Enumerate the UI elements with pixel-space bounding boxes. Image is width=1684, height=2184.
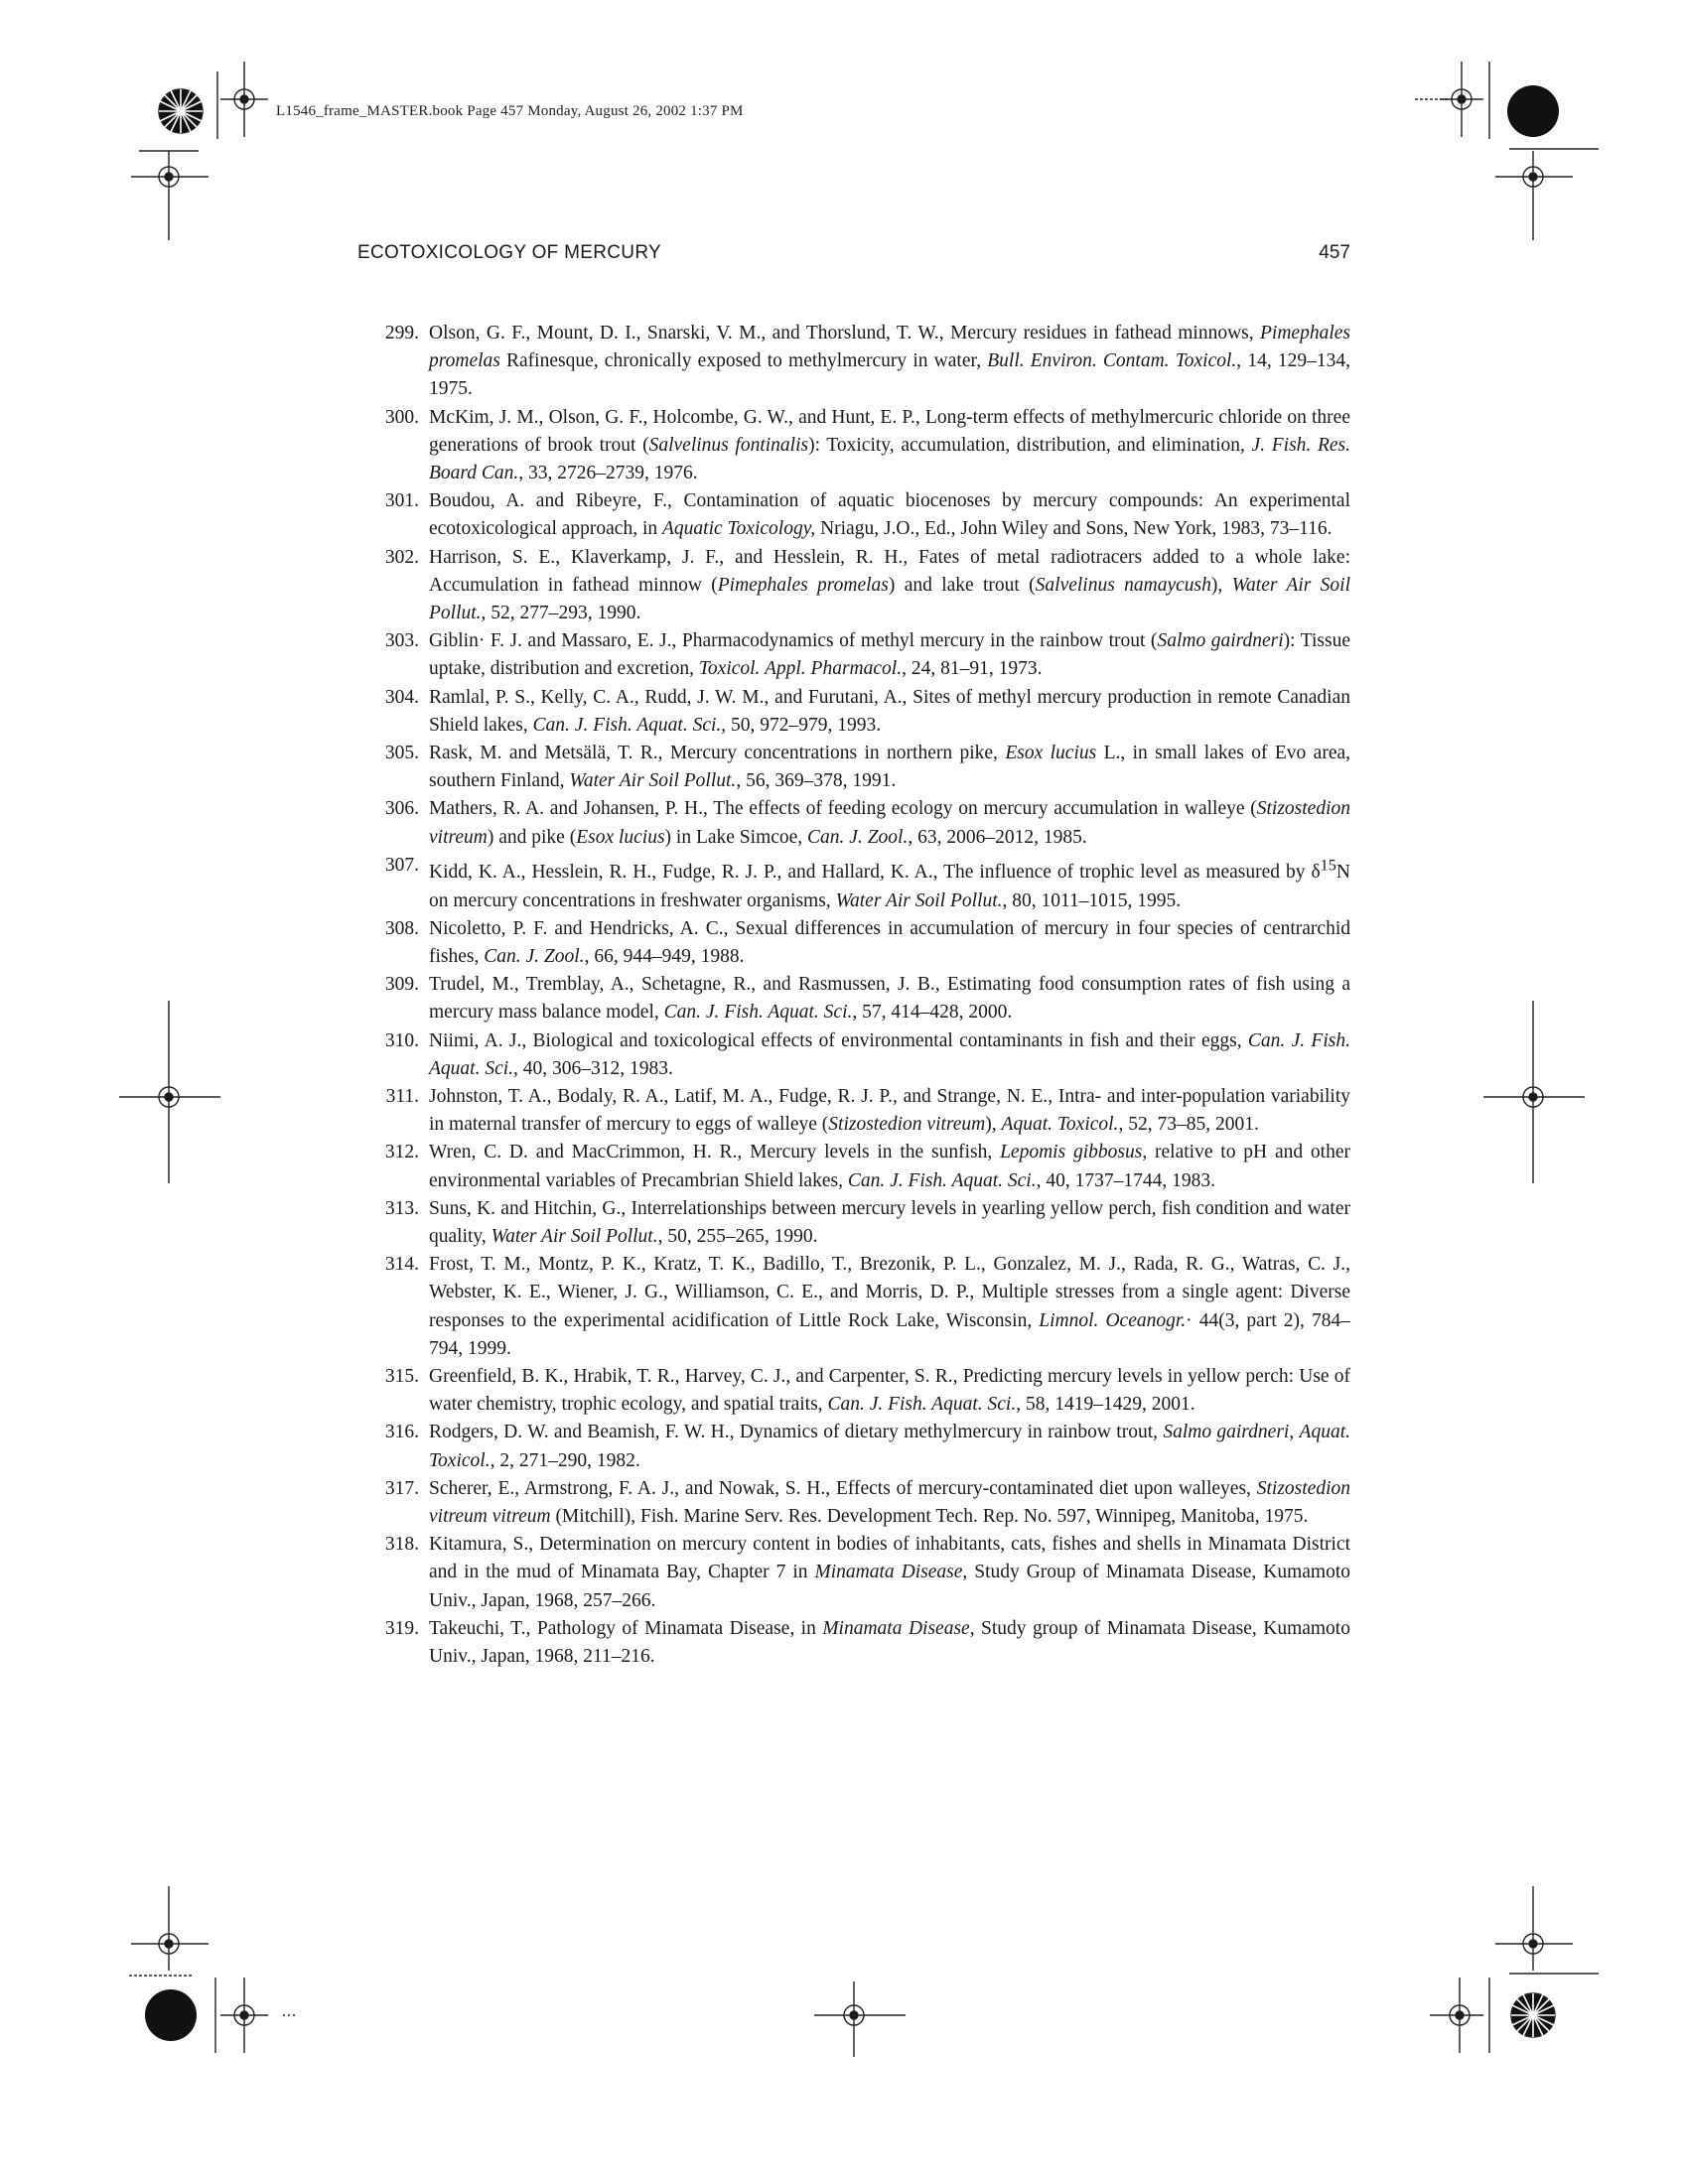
crosshair-icon (1440, 62, 1483, 137)
reference-item (357, 1139, 1350, 1194)
reference-text: Rodgers, D. W. and Beamish, F. W. H., Dynamics of dietary methylmercury in rainbow trout, Salmo gairdneri, Aquat. Toxicol., 2, 271–290, 1982. (429, 1422, 1350, 1471)
crosshair-icon (1495, 1886, 1573, 1971)
reference-item (357, 1363, 1350, 1419)
reference-item (357, 1531, 1350, 1615)
reference-text: Scherer, E., Armstrong, F. A. J., and Nowak, S. H., Effects of mercury-contaminated diet upon walleyes, Stizostedion vitreum vitreum (Mitchill), Fish. Marine Serv. Res. Development Tech. Rep. No. 597, Winnipeg, Manitoba, 1975. (429, 1477, 1350, 1528)
reference-item (357, 684, 1350, 740)
reference-number: 319. (384, 1617, 419, 1639)
reference-item (357, 1027, 1350, 1083)
reference-text: Rask, M. and Metsälä, T. R., Mercury concentrations in northern pike, Esox lucius L., in small lakes of Evo area, southern Finland, Water Air Soil Pollut., 56, 369–378, 1991. (429, 743, 1351, 792)
crosshair-icon (131, 1886, 209, 1971)
crosshair-icon (131, 151, 209, 240)
reference-text: Frost, T. M., Montz, P. K., Kratz, T. K., Badillo, T., Brezonik, P. L., Gonzalez, M. J., Rada, R. G., Watras, C. J., Webster, K. E., Wiener, J. G., Williamson, C. E., and Morris, D. P., Multiple stresses from a single agent: Diverse responses to the experimental acidification of Little Rock Lake, Wisconsin, Limnol. Oceanogr.· 44(3, part 2), 784–794, 1999. (429, 1254, 1350, 1359)
reference-number: 308. (384, 917, 419, 939)
crosshair-icon (220, 1978, 268, 2053)
reference-number: 309. (384, 974, 419, 996)
crosshair-icon (1430, 1978, 1483, 2053)
reference-item (357, 1475, 1350, 1531)
reference-item (357, 1615, 1350, 1671)
reference-item (357, 320, 1350, 404)
reference-text: Suns, K. and Hitchin, G., Interrelationships between mercury levels in yearling yellow perch, fish condition and water quality, Water Air Soil Pollut., 50, 255–265, 1990. (429, 1197, 1350, 1247)
reference-text: Mathers, R. A. and Johansen, P. H., The effects of feeding ecology on mercury accumulation in walleye (Stizostedion vitreum) and pike (Esox lucius) in Lake Simcoe, Can. J. Zool., 63, 2006–2012, 1985. (429, 798, 1350, 848)
crosshair-icon (119, 1001, 220, 1183)
reference-item (357, 1195, 1350, 1251)
reference-text: McKim, J. M., Olson, G. F., Holcombe, G. W., and Hunt, E. P., Long-term effects of methylmercuric chloride on three generations of brook trout (Salvelinus fontinalis): Toxicity, accumulation, distribution, and elimination, J. Fish. Res. Board Can., 33, 2726–2739, 1976. (429, 406, 1350, 484)
crosshair-icon (814, 1981, 906, 2057)
reference-number: 303. (384, 630, 419, 652)
reference-number: 301. (384, 490, 419, 512)
solid-circle-icon (1507, 85, 1559, 137)
reference-number: 315. (384, 1366, 419, 1388)
reference-text: Nicoletto, P. F. and Hendricks, A. C., Sexual differences in accumulation of mercury in four species of centrarchid fishes, Can. J. Zool., 66, 944–949, 1988. (429, 917, 1350, 967)
reference-number: 314. (384, 1254, 419, 1276)
reference-item (357, 1251, 1350, 1363)
reference-text: Greenfield, B. K., Hrabik, T. R., Harvey, C. J., and Carpenter, S. R., Predicting mercury levels in yellow perch: Use of water chemistry, trophic ecology, and spatial traits, Can. J. Fish. Aquat. Sci., 58, 1419–1429, 2001. (429, 1366, 1350, 1416)
reference-number: 318. (384, 1534, 419, 1556)
reference-number: 316. (384, 1422, 419, 1443)
reference-number: 311. (385, 1085, 419, 1107)
reference-text: Takeuchi, T., Pathology of Minamata Disease, in Minamata Disease, Study group of Minamata Disease, Kumamoto Univ., Japan, 1968, 211–216. (429, 1617, 1350, 1668)
reference-number: 302. (384, 546, 419, 568)
reference-item (357, 1419, 1350, 1474)
reference-item (357, 971, 1350, 1026)
reference-number: 306. (384, 798, 419, 820)
reference-text: Wren, C. D. and MacCrimmon, H. R., Mercury levels in the sunfish, Lepomis gibbosus, relative to pH and other environmental variables of Precambrian Shield lakes, Can. J. Fish. Aquat. Sci., 40, 1737–1744, 1983. (429, 1142, 1350, 1191)
reference-item (357, 852, 1350, 915)
reference-text: Olson, G. F., Mount, D. I., Snarski, V. M., and Thorslund, T. W., Mercury residues in fathead minnows, Pimephales promelas Rafinesque, chronically exposed to methylmercury in water, Bull. Environ. Contam. Toxicol., 14, 129–134, 1975. (429, 323, 1350, 400)
reference-number: 317. (384, 1477, 419, 1499)
reference-number: 300. (384, 406, 419, 428)
reference-item (357, 1083, 1350, 1139)
reference-number: 312. (384, 1142, 419, 1163)
reference-text: Harrison, S. E., Klaverkamp, J. F., and Hesslein, R. H., Fates of metal radiotracers added to a whole lake: Accumulation in fathead minnow (Pimephales promelas) and lake trout (Salvelinus namaycush), Water Air Soil Pollut., 52, 277–293, 1990. (429, 546, 1350, 624)
solid-circle-icon (145, 1989, 197, 2041)
reference-number: 313. (384, 1197, 419, 1219)
reference-text: Kitamura, S., Determination on mercury content in bodies of inhabitants, cats, fishes and shells in Minamata District and in the mud of Minamata Bay, Chapter 7 in Minamata Disease, Study Group of Minamata Disease, Kumamoto Univ., Japan, 1968, 257–266. (429, 1534, 1350, 1611)
reference-item (357, 404, 1350, 488)
reference-text: Niimi, A. J., Biological and toxicological effects of environmental contaminants in fish and their eggs, Can. J. Fish. Aquat. Sci., 40, 306–312, 1983. (429, 1029, 1350, 1079)
reference-item (357, 740, 1350, 795)
page-number: 457 (1319, 242, 1350, 263)
starburst-icon (159, 89, 203, 133)
running-title: ECOTOXICOLOGY OF MERCURY (357, 242, 661, 263)
reference-number: 299. (384, 323, 419, 343)
reference-item (357, 544, 1350, 628)
printer-slug: L1546_frame_MASTER.book Page 457 Monday, August 26, 2002 1:37 PM (276, 103, 744, 119)
reference-text: Kidd, K. A., Hesslein, R. H., Fudge, R. J. P., and Hallard, K. A., The influence of trophic level as measured by $\delta^{15}N$ on mercury concentrations in freshwater organisms, Water Air Soil Pollut., 80, 1011–1015, 1995. (429, 856, 1350, 911)
reference-number: 310. (384, 1029, 419, 1051)
reference-item (357, 627, 1350, 683)
reference-item (357, 915, 1350, 971)
running-header (357, 242, 1350, 268)
reference-text: Ramlal, P. S., Kelly, C. A., Rudd, J. W. M., and Furutani, A., Sites of methyl mercury production in remote Canadian Shield lakes, Can. J. Fish. Aquat. Sci., 50, 972–979, 1993. (429, 686, 1350, 736)
reference-number: 304. (384, 686, 419, 708)
reference-item (357, 795, 1350, 851)
reference-text: Trudel, M., Tremblay, A., Schetagne, R., and Rasmussen, J. B., Estimating food consumption rates of fish using a mercury mass balance model, Can. J. Fish. Aquat. Sci., 57, 414–428, 2000. (429, 974, 1350, 1024)
reference-list (357, 320, 1350, 1671)
crosshair-icon (220, 62, 268, 137)
starburst-icon (1511, 1993, 1555, 2037)
reference-text: Boudou, A. and Ribeyre, F., Contamination of aquatic biocenoses by mercury compounds: An experimental ecotoxicological approach, in Aquatic Toxicology, Nriagu, J.O., Ed., John Wiley and Sons, New York, 1983, 73–116. (429, 490, 1350, 540)
crosshair-icon (1483, 1001, 1585, 1183)
crosshair-icon (1495, 151, 1573, 240)
reference-number: 307. (384, 854, 419, 876)
reference-text: Johnston, T. A., Bodaly, R. A., Latif, M. A., Fudge, R. J. P., and Strange, N. E., Intra- and inter-population variability in maternal transfer of mercury to eggs of walleye (Stizostedion vitreum), Aquat. Toxicol., 52, 73–85, 2001. (429, 1085, 1350, 1136)
reference-number: 305. (384, 743, 419, 764)
reference-text: Giblin· F. J. and Massaro, E. J., Pharmacodynamics of methyl mercury in the rainbow trout (Salmo gairdneri): Tissue uptake, distribution and excretion, Toxicol. Appl. Pharmacol., 24, 81–91, 1973. (429, 630, 1350, 680)
reference-item (357, 487, 1350, 543)
